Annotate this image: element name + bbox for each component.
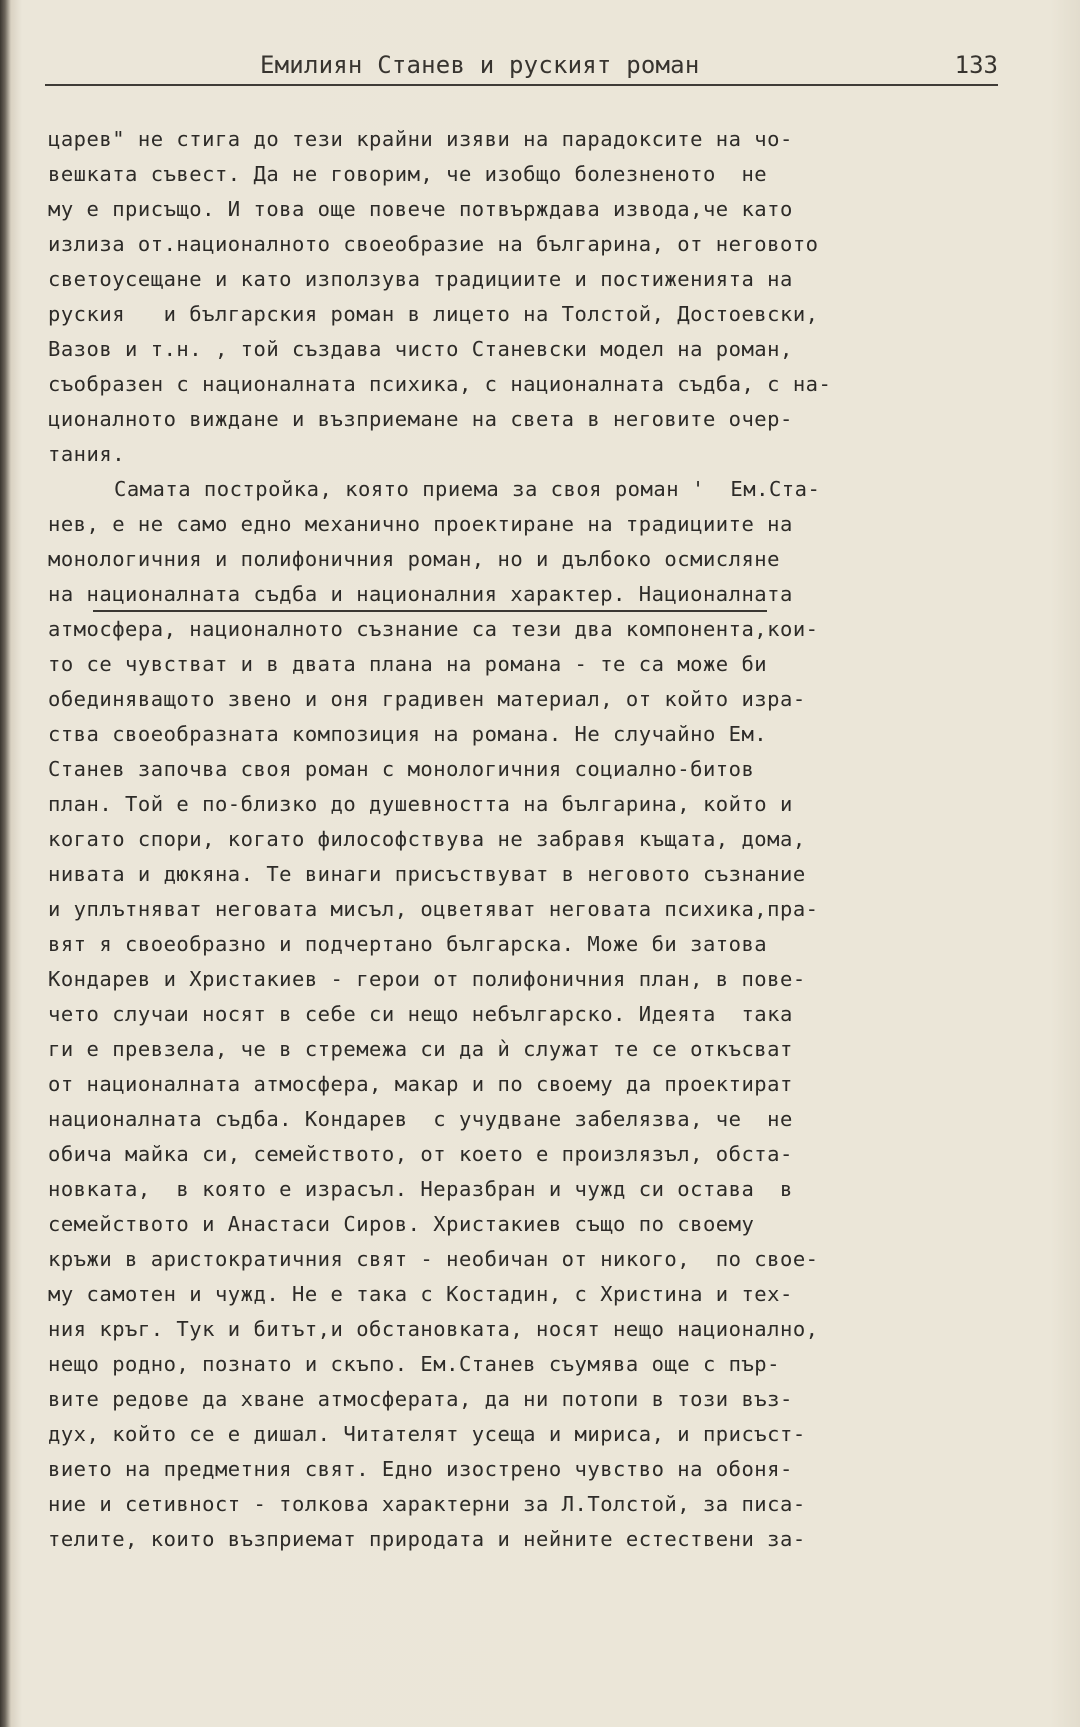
text-line: план. Той е по-близко до душевността на българина, който и [48,792,793,816]
page-number: 133 [954,51,998,79]
text-line: кръжи в аристократичния свят - необичан от никого, по свое- [48,1247,819,1271]
page-header [45,50,998,86]
text-line: вешката съвест. Да не говорим, че изобщо болезненото не [48,162,768,186]
text-line: новката, в която е израсъл. Неразбран и чужд си остава в [48,1177,793,1201]
text-line: съобразен с националната психика, с националната съдба, с на- [48,372,832,396]
text-line: му самотен и чужд. Не е така с Костадин, с Христина и тех- [48,1282,793,1306]
text-line: от националната атмосфера, макар и по своему да проектират [48,1072,793,1096]
text-line: обединяващото звено и оня градивен материал, от който изра- [48,687,806,711]
text-line: националната съдба. Кондарев с учудване забелязва, че не [48,1107,793,1131]
text-line: вите редове да хване атмосферата, да ни потопи в този въз- [48,1387,793,1411]
text-line: излиза от.националното своеобразие на българина, от неговото [48,232,819,256]
text-line: нещо родно, познато и скъпо. Ем.Станев съумява още с пър- [48,1352,780,1376]
text-line: ния кръг. Тук и битът,и обстановката, носят нещо национално, [48,1317,819,1341]
text-line: когато спори, когато философствува не забравя къщата, дома, [48,827,806,851]
text-line: Кондарев и Христакиев - герои от полифоничния план, в пове- [48,967,806,991]
text-line: чето случаи носят в себе си нещо небългарско. Идеята така [48,1002,793,1026]
text-line: ционалното виждане и възприемане на света в неговите очер- [48,407,793,431]
text-line: нивата и дюкяна. Те винаги присъствуват в неговото съзнание [48,862,806,886]
text-line: ства своеобразната композиция на романа. Не случайно Ем. [48,722,768,746]
text-line: му е присъщо. И това още повече потвърждава извода,че като [48,197,793,221]
text-line: и уплътняват неговата мисъл, оцветяват неговата психика,пра- [48,897,819,921]
text-line: телите, които възприемат природата и нейните естествени за- [48,1527,806,1551]
text-line: то се чувстват и в двата плана на романа - те са може би [48,652,768,676]
text-line: дух, който се е дишал. Читателят усеща и мириса, и присъст- [48,1422,806,1446]
text-line: на националната съдба и националния характер. Националната [48,582,793,606]
text-line: атмосфера, националното съзнание са тези два компонента,кои- [48,617,819,641]
running-title: Емилиян Станев и руският роман [260,51,700,79]
text-line: Станев започва своя роман с монологичния социално-битов [48,757,755,781]
text-line: монологичния и полифоничния роман, но и дълбоко осмисляне [48,547,780,571]
text-line: ги е превзела, че в стремежа си да ѝ служат те се откъсват [48,1037,793,1061]
text-line: светоусещане и като използува традициите и постиженията на [48,267,793,291]
body-text [48,122,1028,1557]
text-line: семейството и Анастаси Сиров. Христакиев също по своему [48,1212,755,1236]
text-line: вието на предметния свят. Едно изострено чувство на обоня- [48,1457,793,1481]
handwritten-underline [93,610,767,612]
text-line: нев, е не само едно механично проектиране на традициите на [48,512,793,536]
text-line: ние и сетивност - толкова характерни за Л.Толстой, за писа- [48,1492,806,1516]
text-line: тания. [48,442,126,466]
text-line: обича майка си, семейството, от което е произлязъл, обста- [48,1142,793,1166]
text-line: Вазов и т.н. , той създава чисто Станевски модел на роман, [48,337,793,361]
paragraph-start-line: Самата постройка, която приема за своя роман ' Ем.Ста- [114,477,821,501]
text-line: вят я своеобразно и подчертано българска. Може би затова [48,932,768,956]
text-line: руския и българския роман в лицето на Толстой, Достоевски, [48,302,819,326]
text-line: царев" не стига до тези крайни изяви на парадоксите на чо- [48,127,793,151]
